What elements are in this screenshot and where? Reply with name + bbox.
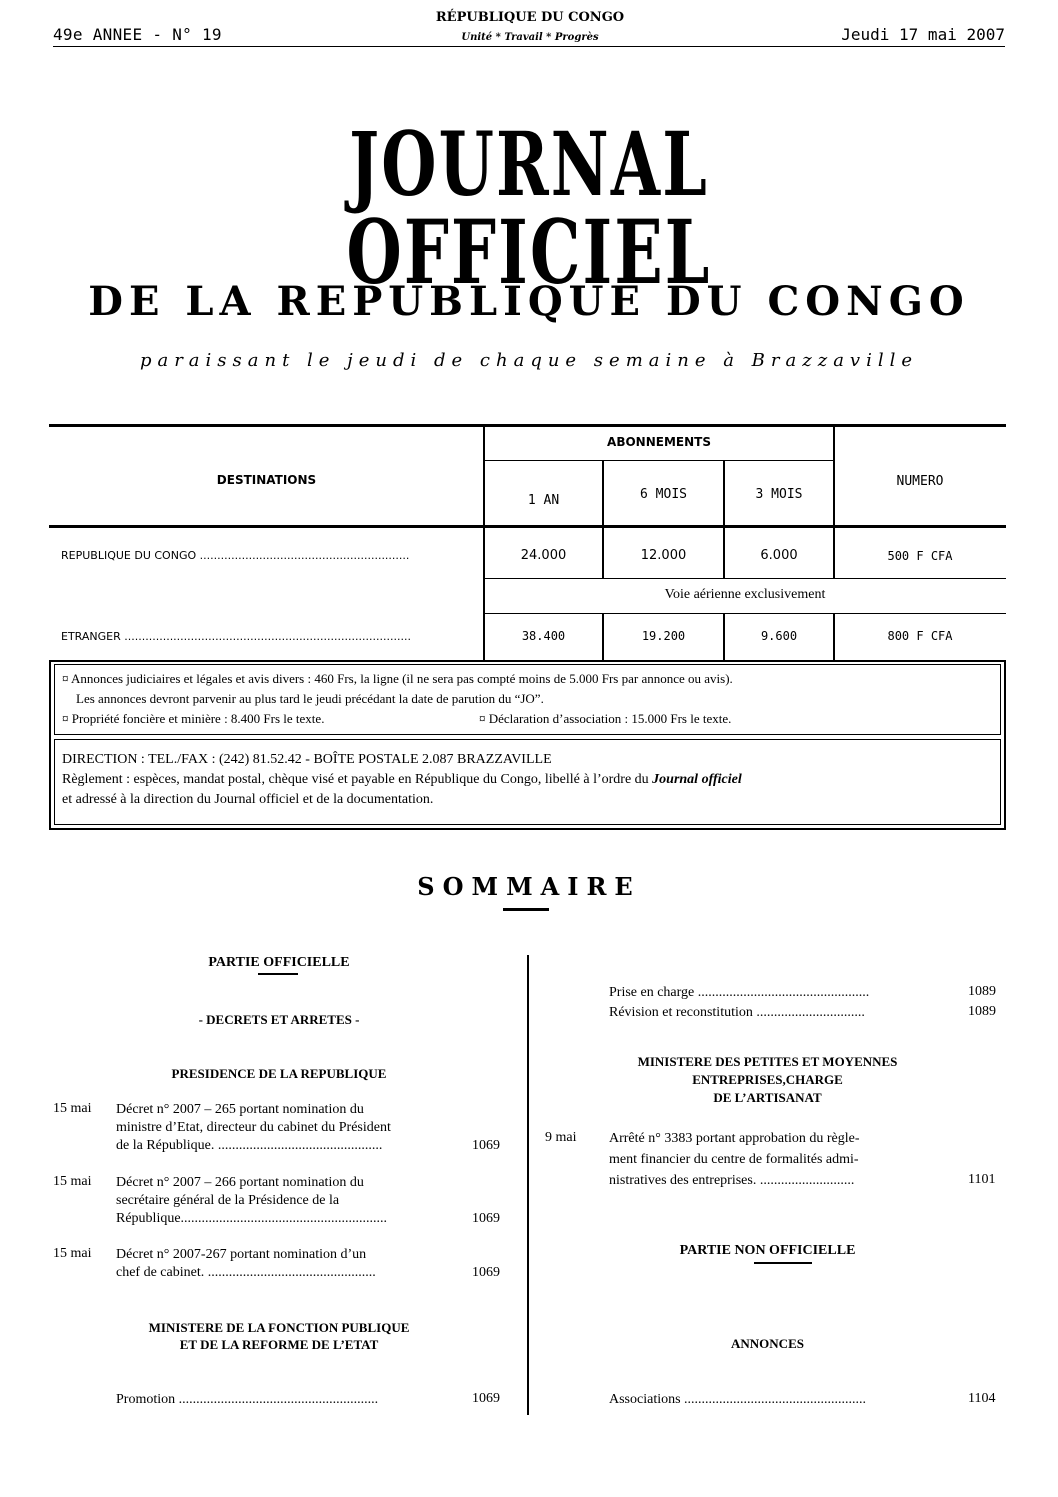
row-dest: REPUBLIQUE DU CONGO ............................................................: [61, 549, 410, 562]
row1-rule: [484, 578, 1006, 579]
voie-aerienne: Voie aérienne exclusivement: [664, 587, 826, 602]
subscription-table: [49, 424, 1006, 660]
col-1an: 1 AN: [527, 493, 560, 508]
table-vline: [483, 424, 485, 660]
header-rule: [53, 46, 1005, 47]
table-header-rule: [49, 525, 1006, 528]
entry-page: 1089: [968, 1004, 996, 1019]
annonces-heading: ANNONCES: [731, 1336, 804, 1351]
entry-page: 1104: [968, 1391, 996, 1406]
entry-page: 1069: [472, 1265, 500, 1280]
entry-line: ment financier du centre de formalités admi-: [609, 1152, 859, 1167]
entry-line: Décret n° 2007 – 266 portant nomination du: [116, 1175, 364, 1190]
direction-line: DIRECTION : TEL./FAX : (242) 81.52.42 - BOÎTE POSTALE 2.087 BRAZZAVILLE: [62, 752, 552, 767]
voie-rule: [484, 613, 1006, 614]
entry-line: Décret n° 2007-267 portant nomination d’un: [116, 1247, 367, 1262]
ministere-heading: MINISTERE DE LA FONCTION PUBLIQUE: [148, 1320, 410, 1335]
notice-line: ¤ Déclaration d’association : 15.000 Frs le texte.: [479, 711, 732, 726]
col-numero: NUMERO: [896, 474, 944, 489]
heading-underline: [754, 1262, 812, 1264]
entry-line: chef de cabinet. ................................................: [116, 1265, 376, 1280]
journal-tagline: paraissant le jeudi de chaque semaine à Brazzaville: [139, 350, 919, 371]
entry-page: 1069: [472, 1211, 500, 1226]
republic-label: RÉPUBLIQUE DU CONGO: [435, 10, 625, 25]
ministere-heading: DE L’ARTISANAT: [713, 1090, 822, 1105]
entry-date: 15 mai: [53, 1174, 92, 1189]
row-1an: 24.000: [520, 548, 567, 563]
row-numero: 500 F CFA: [887, 549, 953, 563]
row-numero: 800 F CFA: [887, 629, 953, 643]
ministere-heading: MINISTERE DES PETITES ET MOYENNES: [637, 1054, 898, 1069]
entry-line: de la République. ...............................................: [116, 1138, 383, 1153]
notice-line: Les annonces devront parvenir au plus tard le jeudi précédant la date de parution du “JO”.: [76, 691, 544, 706]
table-top-rule: [49, 424, 1006, 427]
entry-page: 1089: [968, 984, 996, 999]
entry-line: Promotion .........................................................: [116, 1392, 379, 1407]
row-3mois: 6.000: [760, 548, 798, 563]
row-dest: ETRANGER ..................................................................................: [61, 630, 411, 643]
sommaire-title: SOMMAIRE: [417, 872, 641, 901]
col-destinations: DESTINATIONS: [216, 473, 317, 487]
journal-officiel-emphasis: Journal officiel: [652, 772, 742, 787]
entry-line: République...........................................................: [116, 1211, 388, 1226]
notice-line: ¤ Annonces judiciaires et légales et avis divers : 460 Frs, la ligne (il ne sera pas compté moins de 5.000 Frs par annonce ou avis).: [62, 671, 733, 686]
heading-underline: [258, 973, 298, 975]
col-3mois: 3 MOIS: [755, 487, 803, 502]
entry-page: 1101: [968, 1172, 996, 1187]
presidence-heading: PRESIDENCE DE LA REPUBLIQUE: [171, 1066, 387, 1081]
column-separator: [527, 955, 529, 1415]
row-3mois: 9.600: [760, 629, 798, 643]
decrets-arretes: - DECRETS ET ARRETES -: [198, 1012, 360, 1027]
entry-date: 15 mai: [53, 1246, 92, 1261]
ministere-heading: ET DE LA REFORME DE L’ETAT: [179, 1337, 379, 1352]
partie-non-officielle: PARTIE NON OFFICIELLE: [679, 1243, 856, 1258]
direction-text: Règlement : espèces, mandat postal, chèque visé et payable en République du Congo, libellé à l’ordre du: [62, 772, 653, 787]
ministere-heading: ENTREPRISES,CHARGE: [692, 1072, 843, 1087]
abonnements-rule: [484, 460, 834, 461]
direction-line: et adressé à la direction du Journal officiel et de la documentation.: [62, 792, 434, 807]
entry-page: 1069: [472, 1138, 500, 1153]
row-6mois: 19.200: [641, 629, 686, 643]
entry-date: 9 mai: [545, 1130, 577, 1145]
notice-line: ¤ Propriété foncière et minière : 8.400 Frs le texte.: [62, 711, 325, 726]
journal-title: JOURNAL OFFICIEL: [346, 112, 712, 304]
row-6mois: 12.000: [640, 548, 687, 563]
sommaire-bar: [503, 908, 549, 911]
row-1an: 38.400: [521, 629, 566, 643]
partie-officielle: PARTIE OFFICIELLE: [208, 955, 350, 970]
entry-line: Associations ....................................................: [609, 1392, 867, 1407]
issue-date: Jeudi 17 mai 2007: [841, 25, 1005, 44]
motto: Unité * Travail * Progrès: [461, 32, 599, 43]
journal-subtitle: DE LA REPUBLIQUE DU CONGO: [88, 278, 970, 325]
entry-line: secrétaire général de la Présidence de la: [116, 1193, 340, 1208]
entry-line: Arrêté n° 3383 portant approbation du règle-: [609, 1131, 860, 1146]
issue-number: 49e ANNEE - N° 19: [53, 25, 222, 44]
entry-line: ministre d’Etat, directeur du cabinet du Président: [116, 1120, 391, 1135]
direction-line: [62, 770, 997, 789]
entry-line: Prise en charge .................................................: [609, 985, 870, 1000]
col-abonnements: ABONNEMENTS: [607, 435, 711, 449]
entry-line: nistratives des entreprises. ...........................: [609, 1173, 855, 1188]
col-6mois: 6 MOIS: [640, 487, 687, 502]
entry-line: Décret n° 2007 – 265 portant nomination du: [116, 1102, 364, 1117]
entry-line: Révision et reconstitution ...............................: [609, 1005, 865, 1020]
entry-page: 1069: [472, 1391, 500, 1406]
entry-date: 15 mai: [53, 1101, 92, 1116]
